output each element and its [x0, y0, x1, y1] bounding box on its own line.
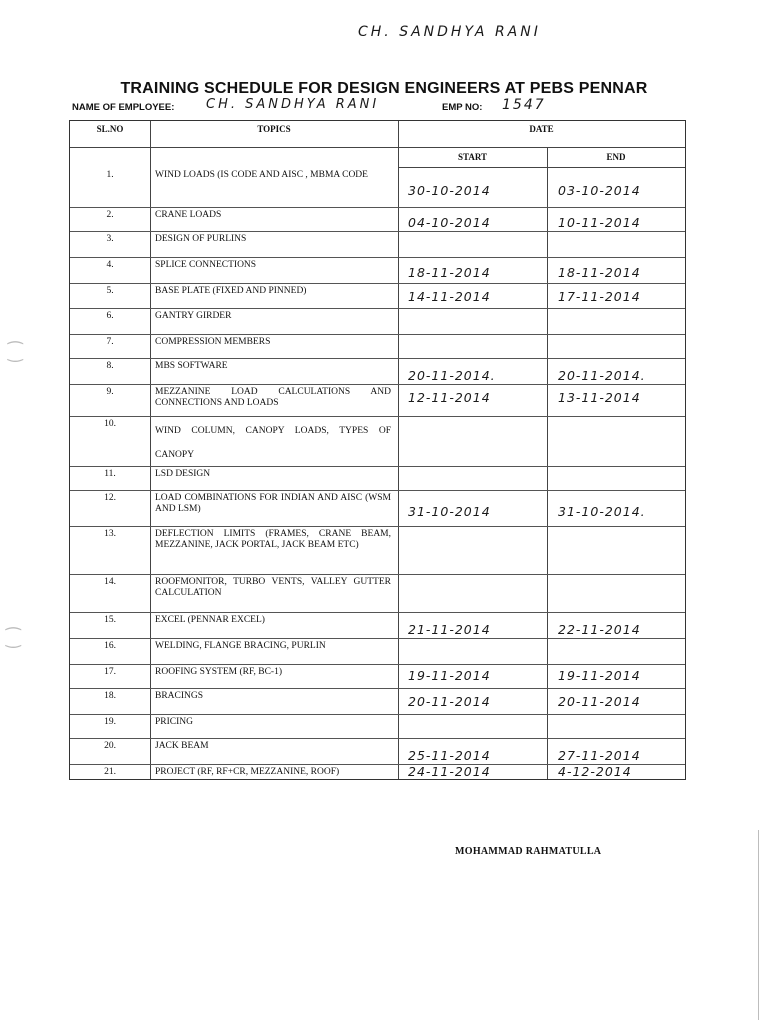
row-serial-number: 18.: [104, 691, 116, 701]
row-serial-number: 8.: [106, 361, 114, 371]
table-row: [70, 283, 685, 309]
table-row: [70, 466, 685, 491]
row-serial-number: 3.: [106, 234, 114, 244]
row-topic: WIND LOADS (IS CODE AND AISC , MBMA CODE: [155, 170, 368, 180]
row-end-date: 31-10-2014.: [558, 504, 646, 519]
row-topic: PROJECT (RF, RF+CR, MEZZANINE, ROOF): [155, 767, 340, 777]
signatory-name: MOHAMMAD RAHMATULLA: [455, 846, 602, 857]
row-end-date: 13-11-2014: [558, 390, 641, 405]
table-row: [70, 612, 685, 639]
row-topic: CRANE LOADS: [155, 210, 222, 220]
employee-name-value: CH. SANDHYA RANI: [206, 97, 380, 112]
row-start-date: 04-10-2014: [408, 215, 491, 230]
row-start-date: 20-11-2014: [408, 694, 491, 709]
table-row: [70, 664, 685, 689]
row-topic: BRACINGS: [155, 691, 204, 701]
row-end-date: 18-11-2014: [558, 265, 641, 280]
row-topic: GANTRY GIRDER: [155, 311, 232, 321]
row-serial-number: 14.: [104, 577, 116, 587]
row-topic: BASE PLATE (FIXED AND PINNED): [155, 286, 307, 296]
row-serial-number: 17.: [104, 667, 116, 677]
row-topic: LOAD COMBINATIONS FOR INDIAN AND AISC (WSM AND LSM): [155, 493, 391, 514]
row-topic: ROOFMONITOR, TURBO VENTS, VALLEY GUTTER CALCULATION: [155, 577, 391, 598]
scan-artifact: ⁐: [6, 628, 21, 649]
table-row: [70, 334, 685, 359]
row-end-date: 20-11-2014.: [558, 368, 646, 383]
row-start-date: 14-11-2014: [408, 289, 491, 304]
row-start-date: 20-11-2014.: [408, 368, 496, 383]
table-row: [70, 167, 685, 208]
row-topic: COMPRESSION MEMBERS: [155, 337, 271, 347]
training-schedule-table: [69, 120, 686, 780]
row-topic: ROOFING SYSTEM (RF, BC-1): [155, 667, 282, 677]
header-slno: SL.NO: [96, 124, 124, 134]
scan-edge-line: [758, 830, 759, 1020]
row-start-date: 30-10-2014: [408, 183, 491, 198]
header-date: DATE: [529, 124, 554, 134]
row-serial-number: 21.: [104, 767, 116, 777]
row-serial-number: 15.: [104, 615, 116, 625]
document-title: TRAINING SCHEDULE FOR DESIGN ENGINEERS AT PEBS PENNAR: [120, 80, 648, 97]
row-start-date: 18-11-2014: [408, 265, 491, 280]
row-end-date: 10-11-2014: [558, 215, 641, 230]
table-row: [70, 764, 685, 779]
row-topic: WIND COLUMN, CANOPY LOADS, TYPES OF CANOPY: [155, 426, 391, 460]
row-serial-number: 7.: [106, 337, 114, 347]
row-serial-number: 12.: [104, 493, 116, 503]
table-row: [70, 688, 685, 715]
row-serial-number: 13.: [104, 529, 116, 539]
row-topic: MBS SOFTWARE: [155, 361, 228, 371]
row-serial-number: 4.: [106, 260, 114, 270]
table-row: [70, 738, 685, 765]
row-end-date: 4-12-2014: [558, 764, 632, 779]
row-topic: DEFLECTION LIMITS (FRAMES, CRANE BEAM, MEZZANINE, JACK PORTAL, JACK BEAM ETC): [155, 529, 391, 550]
row-end-date: 27-11-2014: [558, 748, 641, 763]
row-serial-number: 6.: [106, 311, 114, 321]
header-end: END: [606, 152, 626, 162]
row-start-date: 31-10-2014: [408, 504, 491, 519]
row-topic: DESIGN OF PURLINS: [155, 234, 247, 244]
scan-artifact: ⁐: [8, 342, 23, 363]
employee-name-label: NAME OF EMPLOYEE:: [72, 102, 175, 113]
table-header-row: [70, 121, 685, 148]
handwritten-employee-name: CH. SANDHYA RANI: [358, 24, 541, 40]
row-topic: MEZZANINE LOAD CALCULATIONS AND CONNECTIONS AND LOADS: [155, 387, 391, 408]
row-start-date: 12-11-2014: [408, 390, 491, 405]
row-topic: LSD DESIGN: [155, 469, 211, 479]
table-row: [70, 416, 685, 467]
table-row: [70, 638, 685, 665]
row-serial-number: 11.: [104, 469, 116, 479]
row-topic: EXCEL (PENNAR EXCEL): [155, 615, 265, 625]
row-end-date: 17-11-2014: [558, 289, 641, 304]
row-start-date: 19-11-2014: [408, 668, 491, 683]
row-serial-number: 2.: [106, 210, 114, 220]
table-row: [70, 490, 685, 527]
row-serial-number: 1.: [106, 170, 114, 180]
row-serial-number: 16.: [104, 641, 116, 651]
employee-number-label: EMP NO:: [442, 102, 483, 113]
row-end-date: 19-11-2014: [558, 668, 641, 683]
row-topic: PRICING: [155, 717, 194, 727]
table-row: [70, 231, 685, 258]
row-serial-number: 9.: [106, 387, 114, 397]
employee-number-value: 1547: [502, 97, 546, 113]
table-row: [70, 207, 685, 232]
table-row: [70, 574, 685, 613]
row-start-date: 25-11-2014: [408, 748, 491, 763]
row-topic: JACK BEAM: [155, 741, 209, 751]
row-topic: WELDING, FLANGE BRACING, PURLIN: [155, 641, 326, 651]
table-row: [70, 358, 685, 385]
row-end-date: 03-10-2014: [558, 183, 641, 198]
table-row: [70, 257, 685, 284]
table-row: [70, 714, 685, 739]
row-serial-number: 5.: [106, 286, 114, 296]
row-topic: SPLICE CONNECTIONS: [155, 260, 257, 270]
row-start-date: 21-11-2014: [408, 622, 491, 637]
row-serial-number: 10.: [104, 419, 116, 429]
row-serial-number: 19.: [104, 717, 116, 727]
table-subheader-row: [398, 147, 685, 168]
row-start-date: 24-11-2014: [408, 764, 491, 779]
header-start: START: [457, 152, 488, 162]
table-row: [70, 308, 685, 335]
table-row: [70, 526, 685, 575]
table-row: [70, 384, 685, 417]
row-end-date: 20-11-2014: [558, 694, 641, 709]
header-topics: TOPICS: [257, 124, 291, 134]
row-end-date: 22-11-2014: [558, 622, 641, 637]
row-serial-number: 20.: [104, 741, 116, 751]
